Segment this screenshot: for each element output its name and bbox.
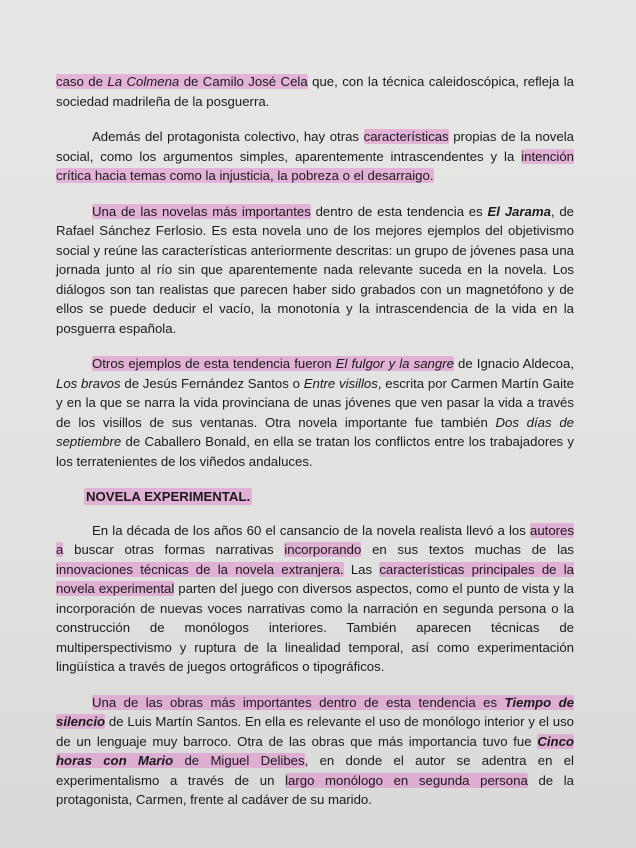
title-entre-visillos: Entre visillos [303, 375, 378, 391]
text-span: Además del protagonista colectivo, hay otras [92, 129, 360, 144]
text-span: propias de la novela social, como los argumentos simples, aparentemente intrascendentes y la [56, 129, 575, 164]
highlight: largo monólogo en segunda persona [285, 772, 528, 788]
paragraph-el-jarama [56, 202, 574, 339]
text-span: , en donde el autor se adentra en el experimentalismo a través de un [56, 753, 574, 788]
text-span: de Caballero Bonald, en ella se tratan los conflictos entre los trabajadores y los terratenientes de los viñedos andaluces. [56, 434, 574, 469]
title-tiempo-de-silencio: Tiempo de silencio [56, 694, 574, 729]
text-span: En la década de los años 60 el cansancio de la novela realista llevó a los [92, 522, 526, 538]
paragraph-tiempo-de-silencio [56, 693, 574, 810]
text-span: Otros ejemplos de esta tendencia fueron [92, 356, 332, 371]
text-span: dentro de esta tendencia es [315, 203, 483, 219]
highlight: Una de las novelas más importantes [92, 203, 311, 219]
paragraph-otros-ejemplos [56, 354, 574, 471]
text-span: buscar otras formas narrativas [74, 542, 274, 557]
title-dos-dias: Dos días de septiembre [56, 414, 574, 449]
highlight: innovaciones técnicas de la novela extranjera. [56, 561, 344, 577]
highlight: intención crítica hacia temas como la injusticia, la pobreza o el desarraigo. [56, 148, 574, 183]
title-el-fulgor: El fulgor y la sangre [335, 356, 454, 371]
highlight [56, 74, 308, 89]
text-span: , escrita por Carmen Martín Gaite y en la que se narra la vida provinciana de unas jóvenes que ven pasar la vida a través de los visillos de sus ventanas. Otra novela importante fue también [56, 375, 575, 430]
text-span: de Jesús Fernández Santos o [124, 375, 300, 391]
paragraph-la-colmena [56, 72, 574, 111]
text-span: de la protagonista, Carmen, frente al cadáver de su marido. [56, 772, 575, 807]
paragraph-decada-60 [56, 521, 574, 677]
section-heading [84, 487, 574, 507]
highlight: autores a [56, 522, 574, 557]
highlight: características [363, 129, 449, 144]
heading-novela-experimental: NOVELA EXPERIMENTAL. [86, 489, 251, 504]
title-los-bravos: Los bravos [56, 375, 121, 391]
text-span: de Camilo José Cela [183, 74, 308, 89]
text-span: que, con la técnica caleidoscópica, refleja la sociedad madrileña de la posguerra. [56, 74, 574, 109]
title-la-colmena: La Colmena [107, 74, 180, 89]
title-cinco-horas: Cinco horas con Mario [56, 733, 574, 768]
text-span: Las [350, 561, 373, 577]
text-span: de Ignacio Aldecoa, [458, 356, 574, 371]
highlight [92, 356, 454, 371]
text-span: , de Rafael Sánchez Ferlosio. Es esta novela uno de los mejores ejemplos del objetivismo social y reúne las características anteriormente descritas: un grupo de jóvenes pasa una jornada junto al río sin que aparentemente nada relevante suceda en la novela. Los diálogos son tan realistas que parecen haber sido grabados con un magnetófono y de ellos se puede deducir el vacío, la monotonía y la intrascendencia de la vida en la posguerra española. [56, 203, 574, 336]
text-span: de Luis Martín Santos. En ella es relevante el uso de monólogo interior y el uso de un lenguaje muy barroco. Otra de las obras que más importancia tuvo fue [56, 714, 575, 749]
page-content [56, 72, 574, 826]
paragraph-caracteristicas [56, 127, 574, 186]
text-span: caso de [56, 74, 103, 89]
text-span: parten del juego con diversos aspectos, como el punto de vista y la incorporación de nuevas voces narrativas como la narración en segunda persona o la construcción de monólogos interiores. También aparecen técnicas de multiperspectivismo y ruptura de la linealidad temporal, así como experimentación lingüística a través de juegos ortográficos o tipográficos. [56, 581, 574, 674]
text-span: en sus textos muchas de las [372, 542, 575, 557]
title-el-jarama: El Jarama [487, 203, 551, 219]
highlight: características principales de la novela experimental [56, 561, 574, 596]
text-span: de Miguel Delibes [184, 753, 305, 768]
highlight: incorporando [284, 542, 362, 557]
text-span: Una de las obras más importantes dentro de esta tendencia es [92, 694, 498, 710]
